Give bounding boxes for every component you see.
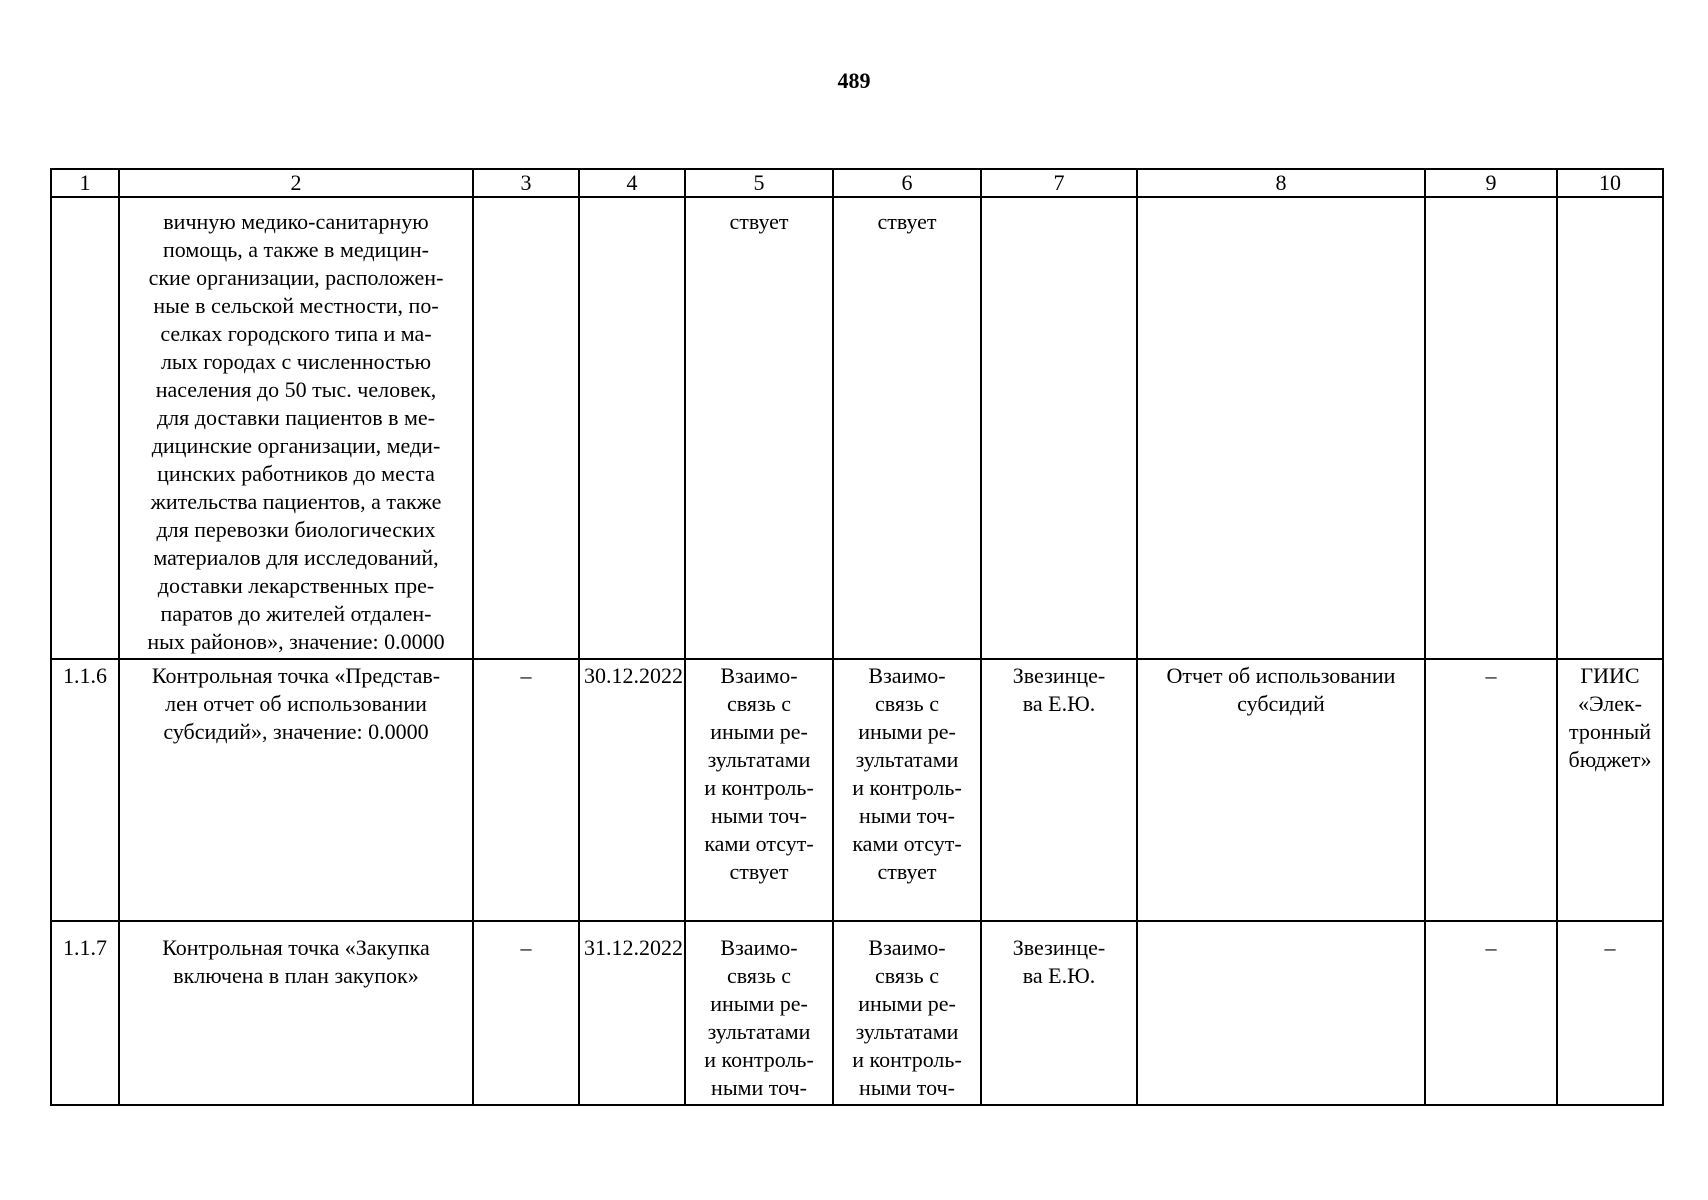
table-cell: – [1557,921,1663,1105]
table-row-continuation [51,197,1663,659]
table-cell [1557,197,1663,659]
table-cell-description: Контрольная точка «Представ- лен отчет об использовании субсидий», значение: 0.0000 [119,659,473,921]
column-header: 8 [1137,169,1425,197]
table-cell [1137,197,1425,659]
table-cell: – [1425,921,1557,1105]
column-header: 1 [51,169,119,197]
table-row [51,659,1663,921]
column-header: 2 [119,169,473,197]
table-cell [981,197,1137,659]
column-header: 6 [833,169,981,197]
table-cell: Взаимо- связь с иными ре- зультатами и контроль- ными точ- ками отсут- ствует [685,659,833,921]
table-cell: ствует [685,197,833,659]
table-cell-description: Контрольная точка «Закупка включена в план закупок» [119,921,473,1105]
column-header: 10 [1557,169,1663,197]
table-cell: Взаимо- связь с иными ре- зультатами и контроль- ными точ- [833,921,981,1105]
table-cell: ГИИС «Элек- тронный бюджет» [1557,659,1663,921]
column-header: 5 [685,169,833,197]
column-header: 9 [1425,169,1557,197]
table-cell [579,197,685,659]
table-cell-description: вичную медико-санитарную помощь, а также в медицин- ские организации, расположен- ные в сельской местности, по- селках городского типа и ма- лых городах с численностью населения до 50 тыс. человек, для доставки пациентов в ме- дицинские организации, меди- цинских работников до места жительства пациентов, а также для перевозки биологических материалов для исследований, доставки лекарственных пре- паратов до жителей отдален- ных районов», значение: 0.0000 [119,197,473,659]
table-cell: Взаимо- связь с иными ре- зультатами и контроль- ными точ- [685,921,833,1105]
table-cell-responsible: Звезинце- ва Е.Ю. [981,659,1137,921]
table-cell-number: 1.1.6 [51,659,119,921]
table-cell [1137,921,1425,1105]
table-row [51,921,1663,1105]
table-cell [473,197,579,659]
table-cell [1425,197,1557,659]
table-cell-responsible: Звезинце- ва Е.Ю. [981,921,1137,1105]
table-cell-date: 31.12.2022 [579,921,685,1105]
column-header: 7 [981,169,1137,197]
table-cell: – [473,921,579,1105]
table-cell: – [473,659,579,921]
table-cell-number: 1.1.7 [51,921,119,1105]
table-cell: Взаимо- связь с иными ре- зультатами и контроль- ными точ- ками отсут- ствует [833,659,981,921]
column-number-header-row [51,169,1663,197]
table-cell [51,197,119,659]
table-cell: Отчет об использовании субсидий [1137,659,1425,921]
document-table [50,168,1664,1106]
table-cell: ствует [833,197,981,659]
table-cell-date: 30.12.2022 [579,659,685,921]
page-number: 489 [837,68,871,93]
column-header: 3 [473,169,579,197]
column-header: 4 [579,169,685,197]
table-cell: – [1425,659,1557,921]
